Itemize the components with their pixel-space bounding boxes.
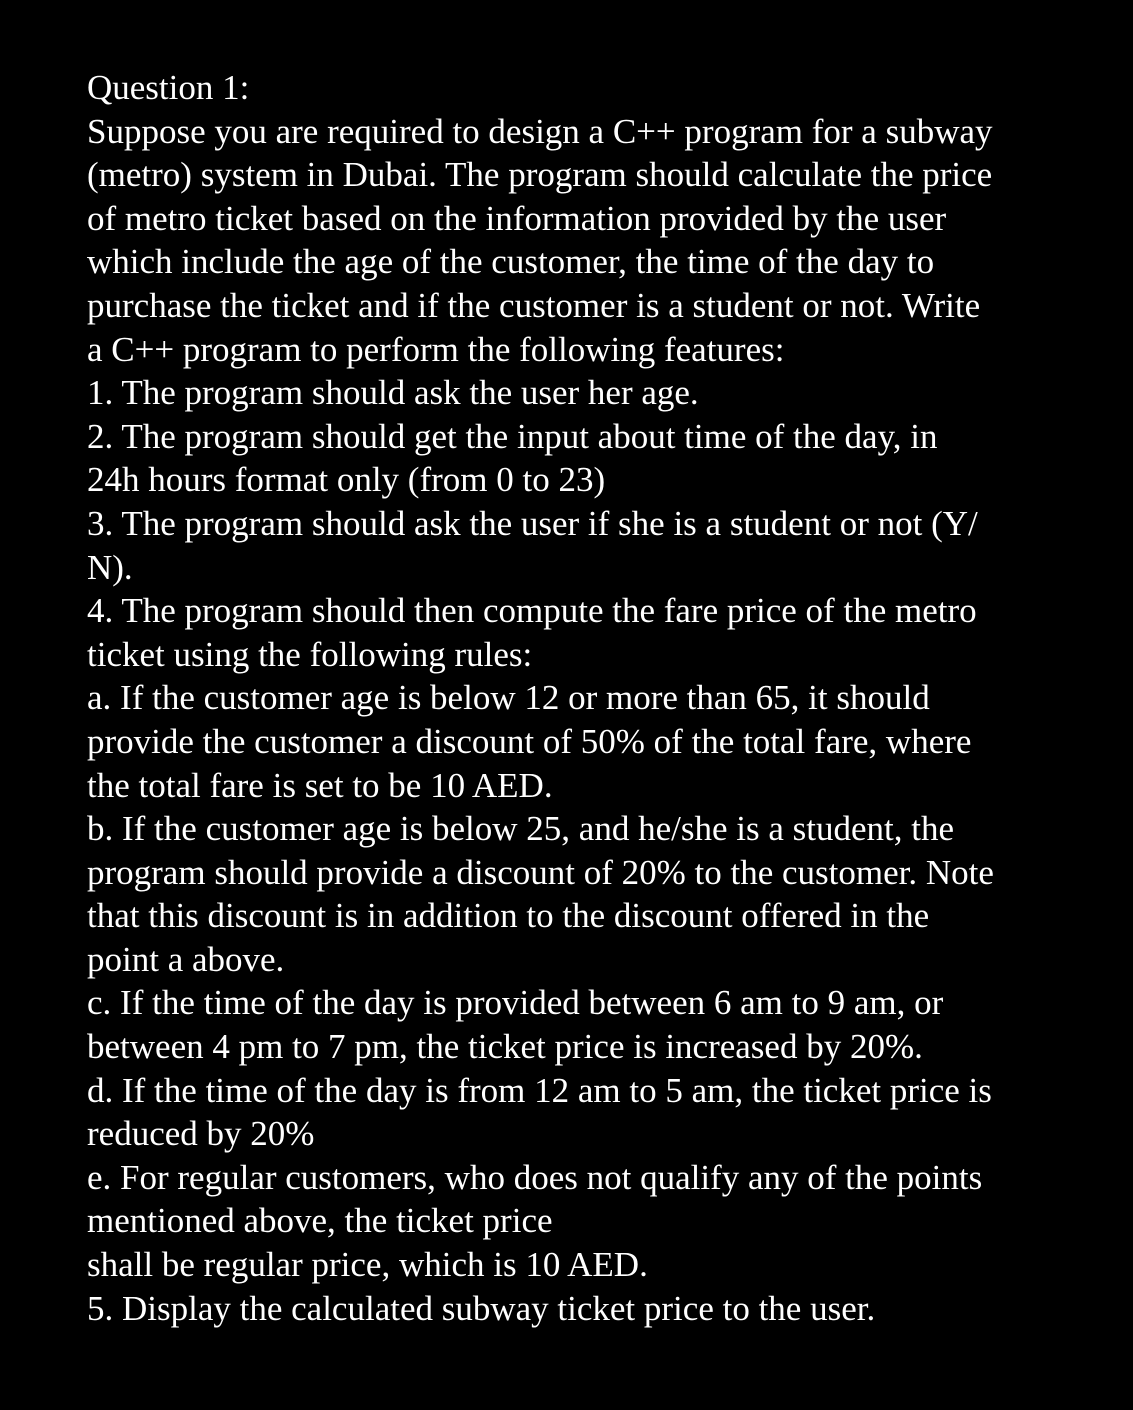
rule-a-line-2: provide the customer a discount of 50% of the total fare, where (87, 721, 972, 761)
rule-b-line-1: b. If the customer age is below 25, and he/she is a student, the (87, 809, 955, 849)
rule-c-line-2: between 4 pm to 7 pm, the ticket price is increased by 20%. (87, 1027, 923, 1067)
item-2-line-2: 24h hours format only (from 0 to 23) (87, 460, 606, 500)
item-2-line-1: 2. The program should get the input about time of the day, in (87, 416, 938, 456)
rule-b-line-2: program should provide a discount of 20% to the customer. Note (87, 852, 994, 892)
item-3-line-2: N). (87, 547, 133, 587)
rule-e-line-2: mentioned above, the ticket price (87, 1201, 553, 1241)
intro-line-5: purchase the ticket and if the customer is a student or not. Write (87, 285, 981, 325)
rule-b-line-3: that this discount is in addition to the discount offered in the (87, 896, 930, 936)
question-heading: Question 1: (87, 68, 250, 107)
intro-line-3: of metro ticket based on the information provided by the user (87, 198, 947, 238)
rule-a-line-3: the total fare is set to be 10 AED. (87, 765, 553, 805)
rule-e-line-3: shall be regular price, which is 10 AED. (87, 1245, 648, 1285)
intro-line-1: Suppose you are required to design a C++ program for a subway (87, 111, 993, 151)
rule-b-line-4: point a above. (87, 939, 285, 979)
question-text-block (87, 66, 1087, 1330)
item-1-line-1: 1. The program should ask the user her age. (87, 373, 699, 413)
rule-a-line-1: a. If the customer age is below 12 or more than 65, it should (87, 678, 930, 718)
rule-d-line-1: d. If the time of the day is from 12 am to 5 am, the ticket price is (87, 1070, 992, 1110)
item-3-line-1: 3. The program should ask the user if she is a student or not (Y/ (87, 503, 978, 543)
intro-line-2: (metro) system in Dubai. The program should calculate the price (87, 155, 993, 195)
intro-line-6: a C++ program to perform the following features: (87, 329, 785, 369)
intro-line-4: which include the age of the customer, the time of the day to (87, 242, 935, 282)
rule-e-line-1: e. For regular customers, who does not qualify any of the points (87, 1157, 983, 1197)
item-4-line-1: 4. The program should then compute the fare price of the metro (87, 591, 977, 631)
item-4-line-2: ticket using the following rules: (87, 634, 533, 674)
rule-c-line-1: c. If the time of the day is provided between 6 am to 9 am, or (87, 983, 944, 1023)
item-5-line-1: 5. Display the calculated subway ticket price to the user. (87, 1288, 876, 1328)
rule-d-line-2: reduced by 20% (87, 1114, 315, 1154)
